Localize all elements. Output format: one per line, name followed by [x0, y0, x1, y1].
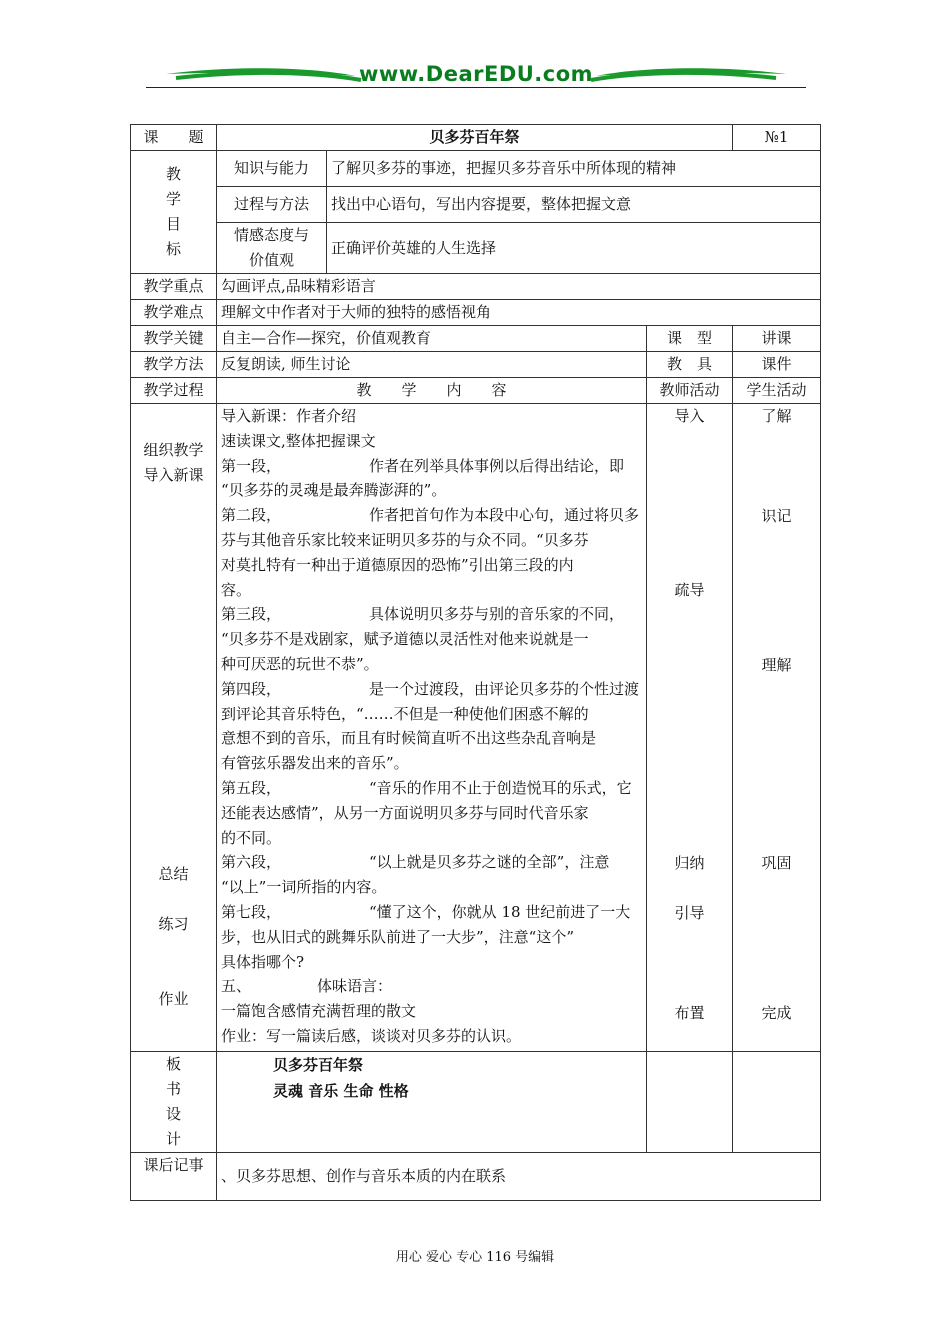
difficulty-label: 教学难点: [131, 300, 217, 326]
key-link-label: 教学关键: [131, 326, 217, 352]
teaching-content: [217, 404, 647, 1052]
header-divider: [146, 87, 806, 88]
content-line: 一篇饱含感情充满哲理的散文: [221, 1002, 417, 1021]
content-line: 意想不到的音乐，而且有时候简直听不出这些杂乱音响是: [221, 729, 597, 748]
goal-row: [131, 151, 821, 187]
topic-label: 课 题: [131, 125, 217, 151]
content-line: “贝多芬不是戏剧家，赋予道德以灵活性对他来说就是一: [221, 630, 589, 649]
key-link-row: [131, 326, 821, 352]
goal-row: [131, 223, 821, 274]
teacher-activity: 布置: [674, 1004, 705, 1022]
stage-label: 练习: [158, 915, 189, 933]
board-student-cell: [733, 1052, 821, 1153]
teacher-activity: 疏导: [674, 581, 705, 599]
content-line: 五、 体味语言：: [221, 977, 393, 996]
stage-label: 作业: [158, 990, 189, 1008]
site-header-banner: [146, 58, 806, 90]
student-activities: [733, 404, 821, 1052]
board-title: 贝多芬百年祭: [273, 1056, 364, 1074]
teacher-header: 教师活动: [647, 378, 733, 404]
content-line: 第七段， “懂了这个，你就从 18 世纪前进了一大: [221, 902, 631, 921]
lesson-plan-table: [130, 124, 821, 1201]
content-line: 种可厌恶的玩世不恭”。: [221, 654, 379, 673]
content-line: 导入新课：作者介绍: [221, 407, 357, 425]
goal-text: 找出中心语句，写出内容提要，整体把握文意: [327, 187, 821, 223]
stage-label: 组织教学: [143, 441, 204, 459]
site-name[interactable]: www.DearEDU.com: [358, 62, 594, 86]
board-design: [217, 1052, 647, 1153]
page-footer: 用心 爱心 专心 116 号编辑: [395, 1250, 555, 1265]
stage-label: 总结: [158, 865, 189, 883]
tool-label: 教 具: [647, 352, 733, 378]
student-activity: 识记: [761, 507, 792, 525]
content-line: 第二段， 作者把首句作为本段中心句，通过将贝多: [221, 506, 640, 525]
method-row: [131, 352, 821, 378]
content-line: 第一段， 作者在列举具体事例以后得出结论，即: [221, 456, 625, 475]
content-line: 对莫扎特有一种出于道德原因的恐怖”引出第三段的内: [221, 555, 574, 574]
stage-labels: [131, 404, 217, 1052]
teacher-activity: 归纳: [674, 854, 705, 872]
key-point-label: 教学重点: [131, 274, 217, 300]
content-line: 速读课文,整体把握课文: [221, 431, 376, 450]
method-text: 反复朗读, 师生讨论: [217, 352, 647, 378]
goal-row: [131, 187, 821, 223]
key-link-text: 自主—合作—探究，价值观教育: [217, 326, 647, 352]
teacher-activity: 引导: [674, 904, 705, 922]
content-line: 作业：写一篇读后感，谈谈对贝多芬的认识。: [221, 1026, 522, 1045]
difficulty-text: 理解文中作者对于大师的独特的感悟视角: [217, 300, 821, 326]
content-line: 还能表达感情”，从另一方面说明贝多芬与同时代音乐家: [221, 803, 589, 822]
student-activity: 巩固: [761, 854, 792, 872]
content-line: 第五段， “音乐的作用不止于创造悦耳的乐式，它: [221, 778, 632, 797]
tool-value: 课件: [733, 352, 821, 378]
content-line: 第四段， 是一个过渡段，由评论贝多芬的个性过渡: [221, 679, 640, 698]
method-label: 教学方法: [131, 352, 217, 378]
content-line: 芬与其他音乐家比较来证明贝多芬的与众不同。“贝多芬: [221, 530, 589, 549]
board-keywords: 灵魂 音乐 生命 性格: [273, 1082, 409, 1100]
type-label: 课 型: [647, 326, 733, 352]
content-line: 第三段， 具体说明贝多芬与别的音乐家的不同，: [221, 605, 625, 624]
goal-name: 过程与方法: [217, 187, 327, 223]
notes-row: [131, 1153, 821, 1201]
content-line: “贝多芬的灵魂是最奔腾澎湃的”。: [221, 481, 447, 500]
topic-row: [131, 125, 821, 151]
goal-text: 了解贝多芬的事迹，把握贝多芬音乐中所体现的精神: [327, 151, 821, 187]
notes-text: 、贝多芬思想、创作与音乐本质的内在联系: [217, 1153, 821, 1201]
difficulty-row: [131, 300, 821, 326]
content-line: 容。: [221, 580, 252, 599]
student-header: 学生活动: [733, 378, 821, 404]
board-row: [131, 1052, 821, 1153]
teacher-activities: [647, 404, 733, 1052]
key-point-row: [131, 274, 821, 300]
process-row: [131, 404, 821, 1052]
stage-label: 导入新课: [143, 466, 204, 484]
goal-text: 正确评价英雄的人生选择: [327, 223, 821, 274]
content-line: 的不同。: [221, 828, 282, 847]
student-activity: 了解: [761, 407, 792, 425]
goals-label: 教 学 目 标: [131, 151, 217, 274]
process-label: 教学过程: [131, 378, 217, 404]
notes-label: 课后记事: [131, 1153, 217, 1201]
content-header: 教 学 内 容: [217, 378, 647, 404]
key-point-text: 勾画评点,品味精彩语言: [217, 274, 821, 300]
student-activity: 完成: [761, 1004, 792, 1022]
student-activity: 理解: [761, 656, 792, 674]
type-value: 讲课: [733, 326, 821, 352]
content-line: 步，也从旧式的跳舞乐队前进了一大步”，注意“这个”: [221, 927, 575, 946]
lesson-title: 贝多芬百年祭: [217, 125, 733, 151]
content-line: 到评论其音乐特色，“……不但是一种使他们困惑不解的: [221, 704, 589, 723]
content-line: 有管弦乐器发出来的音乐”。: [221, 754, 409, 773]
goal-name: 情感态度与 价值观: [217, 223, 327, 274]
teacher-activity: 导入: [674, 407, 705, 425]
content-line: “以上”一词所指的内容。: [221, 878, 387, 897]
content-line: 第六段， “以上就是贝多芬之谜的全部”，注意: [221, 853, 610, 872]
board-label: 板 书 设 计: [131, 1052, 217, 1153]
process-header-row: [131, 378, 821, 404]
goal-name: 知识与能力: [217, 151, 327, 187]
content-line: 具体指哪个?: [221, 952, 305, 971]
board-teacher-cell: [647, 1052, 733, 1153]
lesson-number: №1: [733, 125, 821, 151]
